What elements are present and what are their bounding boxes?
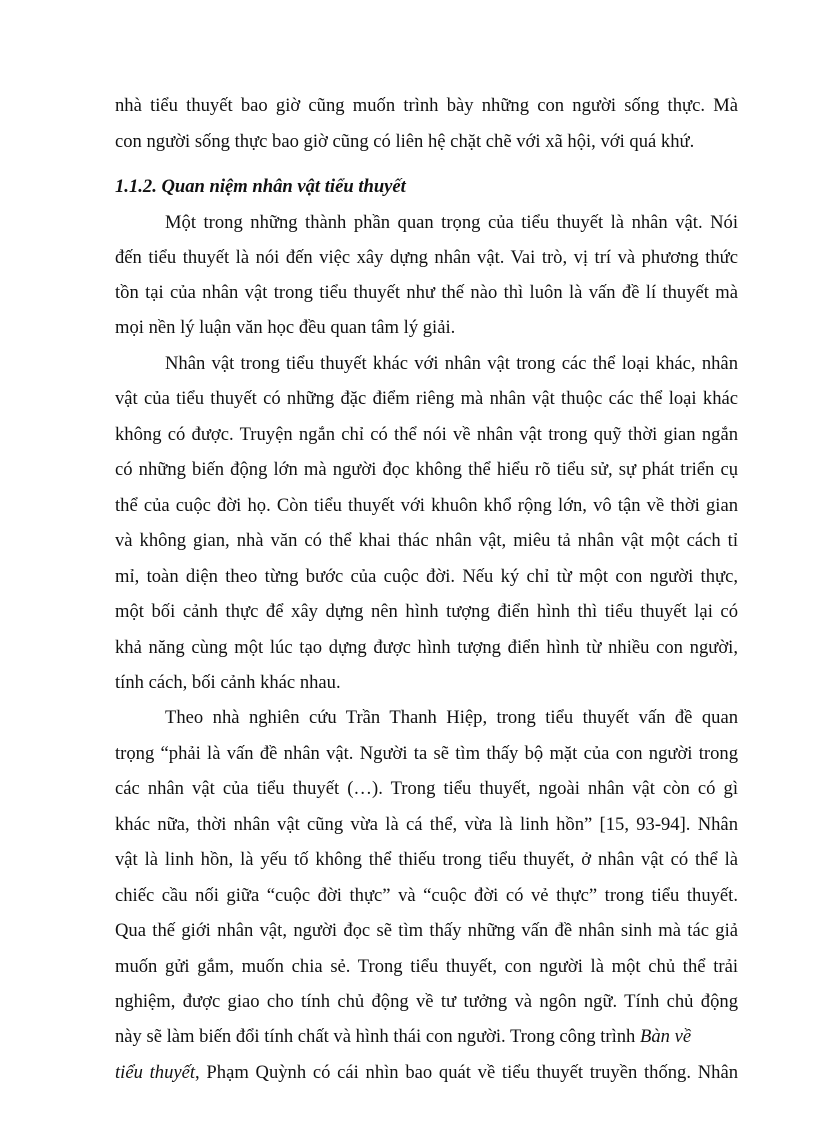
- intro-line-2: con người sống thực bao giờ cũng có liên hệ chặt chẽ với xã hội, với quá khứ.: [115, 131, 695, 152]
- paragraph-1-line: Một trong những thành phần quan trọng của tiểu thuyết là nhân vật. Nói: [165, 212, 738, 233]
- paragraph-2-line: Nhân vật trong tiểu thuyết khác với nhân vật trong các thể loại khác, nhân: [165, 353, 738, 374]
- section-heading: 1.1.2. Quan niệm nhân vật tiểu thuyết: [115, 176, 406, 197]
- paragraph-1-line: tồn tại của nhân vật trong tiểu thuyết như thế nào thì luôn là vấn đề lí thuyết mà: [115, 282, 738, 303]
- paragraph-1-line: mọi nền lý luận văn học đều quan tâm lý giải.: [115, 317, 456, 338]
- paragraph-2-line: tính cách, bối cảnh khác nhau.: [115, 672, 341, 693]
- paragraph-3-line: Theo nhà nghiên cứu Trần Thanh Hiệp, trong tiểu thuyết vấn đề quan: [165, 707, 738, 728]
- paragraph-2-line: không có được. Truyện ngắn chỉ có thể nói về nhân vật trong quỹ thời gian ngắn: [115, 424, 738, 445]
- paragraph-3-line: Qua thế giới nhân vật, người đọc sẽ tìm thấy những vấn đề nhân sinh mà tác giả: [115, 920, 738, 941]
- paragraph-2-line: một bối cảnh thực để xây dựng nên hình tượng điển hình thì tiểu thuyết lại có: [115, 601, 738, 622]
- book-title-part-1: Bàn về: [639, 1026, 692, 1047]
- paragraph-3-line: vật là linh hồn, là yếu tố không thể thiếu trong tiểu thuyết, ở nhân vật có thể là: [115, 849, 738, 870]
- paragraph-3-line-partial: [115, 1025, 691, 1049]
- paragraph-2-line: vật của tiểu thuyết có những đặc điểm riêng mà nhân vật thuộc các thể loại khác: [115, 388, 738, 409]
- paragraph-3-line: trọng “phải là vấn đề nhân vật. Người ta sẽ tìm thấy bộ mặt của con người trong: [115, 743, 738, 764]
- paragraph-2-line: và không gian, nhà văn có thể khai thác nhân vật, miêu tả nhân vật một cách tỉ: [115, 530, 738, 551]
- paragraph-1-line: đến tiểu thuyết là nói đến việc xây dựng nhân vật. Vai trò, vị trí và phương thức: [115, 247, 738, 268]
- paragraph-3-line: các nhân vật của tiểu thuyết (…). Trong tiểu thuyết, ngoài nhân vật còn có gì: [115, 778, 738, 799]
- paragraph-2-line: có những biến động lớn mà người đọc không thể hiểu rõ tiểu sử, sự phát triển cụ: [115, 459, 738, 480]
- paragraph-2-line: thể của cuộc đời họ. Còn tiểu thuyết với khuôn khổ rộng lớn, vô tận về thời gian: [115, 495, 738, 516]
- paragraph-3-last-line: [115, 1061, 738, 1085]
- paragraph-3-line-text: này sẽ làm biến đổi tính chất và hình thái con người. Trong công trình: [115, 1026, 636, 1047]
- paragraph-2-line: mỉ, toàn diện theo từng bước của cuộc đời. Nếu ký chỉ từ một con người thực,: [115, 566, 738, 587]
- book-title-part-2: tiểu thuyết: [115, 1062, 196, 1083]
- paragraph-3-line: chiếc cầu nối giữa “cuộc đời thực” và “cuộc đời có vẻ thực” trong tiểu thuyết.: [115, 885, 738, 906]
- paragraph-3-line: nghiệm, được giao cho tính chủ động về tư tưởng và ngôn ngữ. Tính chủ động: [115, 991, 738, 1012]
- last-line-rest: , Phạm Quỳnh có cái nhìn bao quát về tiểu thuyết truyền thống. Nhân: [195, 1062, 738, 1083]
- paragraph-3-line: muốn gửi gắm, muốn chia sẻ. Trong tiểu thuyết, con người là một chủ thể trải: [115, 956, 738, 977]
- intro-line-1: nhà tiểu thuyết bao giờ cũng muốn trình bày những con người sống thực. Mà: [115, 95, 738, 116]
- paragraph-3-line: khác nữa, thời nhân vật cũng vừa là cá thể, vừa là linh hồn” [15, 93-94]. Nhân: [115, 814, 738, 835]
- paragraph-2-line: khả năng cùng một lúc tạo dựng được hình tượng điển hình từ nhiều con người,: [115, 637, 738, 658]
